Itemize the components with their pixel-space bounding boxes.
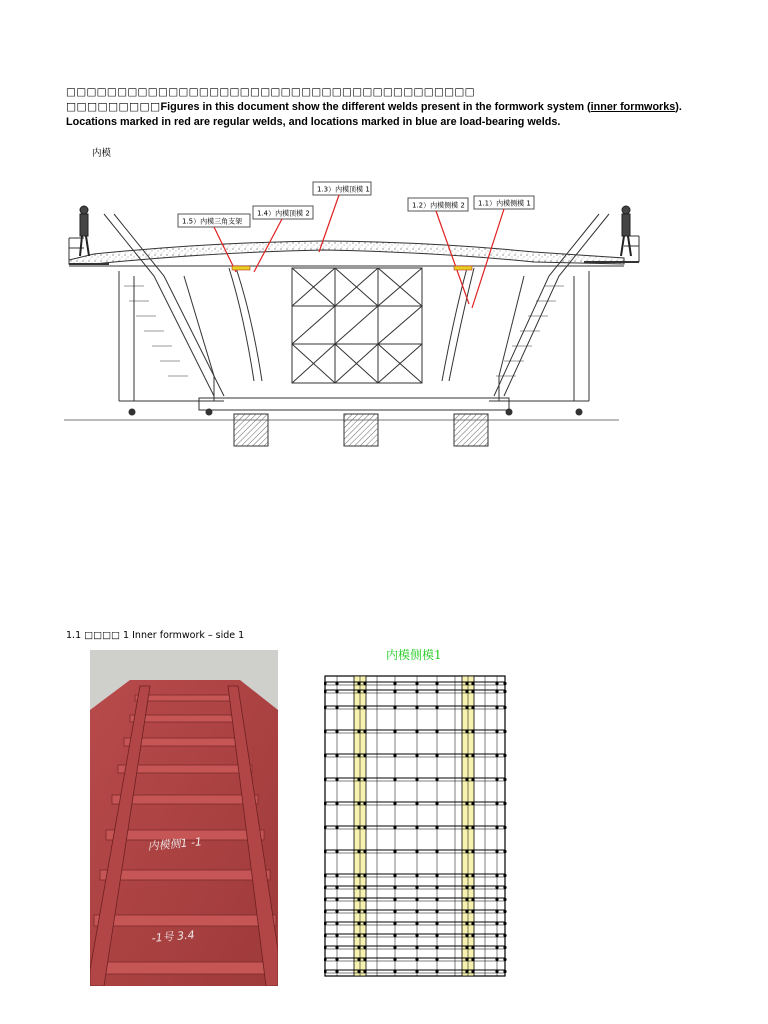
left-stair xyxy=(104,214,224,396)
callout-1-4 xyxy=(253,206,313,219)
cad-drawing-title: 内模侧模1 xyxy=(386,648,442,662)
svg-text:1.1）内模侧模 1: 1.1）内模侧模 1 xyxy=(478,199,531,208)
photo-handwriting-2: -1号 3.4 xyxy=(151,928,196,945)
worker-right xyxy=(621,206,631,256)
right-inner-side-form xyxy=(442,268,474,381)
intro-text-2: ). Locations marked in red are regular welds, and locations marked in blue are load-bearing welds. xyxy=(66,101,682,128)
svg-text:1.2）内模侧模 2: 1.2）内模侧模 2 xyxy=(412,201,465,210)
photo-handwriting-1: 内模侧1 -1 xyxy=(147,835,203,853)
section-1-1-title: 1.1 □□□□ 1 Inner formwork – side 1 xyxy=(66,630,245,641)
worker-left xyxy=(80,206,89,256)
right-stair xyxy=(494,214,609,396)
callout-1-1 xyxy=(474,196,534,209)
concrete-deck xyxy=(69,241,624,264)
svg-text:1.3）内模顶模 1: 1.3）内模顶模 1 xyxy=(317,185,370,194)
callout-1-3 xyxy=(313,182,371,195)
inner-formworks-link: inner formworks xyxy=(590,101,676,113)
intro-text-1: Figures in this document show the different welds present in the formwork system ( xyxy=(160,101,591,113)
left-inner-side-form xyxy=(229,268,262,381)
intro-paragraph xyxy=(66,99,706,130)
cad-side-form-drawing xyxy=(324,674,508,980)
inner-formwork-label: 内模 xyxy=(92,148,112,159)
garbled-heading-line: □□□□□□□□□□□□□□□□□□□□□□□□□□□□□□□□□□□□□□□□ xyxy=(66,86,475,98)
callout-1-2 xyxy=(408,198,468,211)
svg-text:1.4）内模顶模 2: 1.4）内模顶模 2 xyxy=(257,209,310,218)
formwork-cross-section-drawing xyxy=(64,176,644,451)
svg-text:1.5）内模三角支架: 1.5）内模三角支架 xyxy=(182,217,243,226)
intro-garbled-prefix: □□□□□□□□□ xyxy=(66,100,161,113)
formwork-photo xyxy=(90,650,278,986)
center-support-tower xyxy=(292,268,422,383)
callout-1-5 xyxy=(178,214,250,227)
